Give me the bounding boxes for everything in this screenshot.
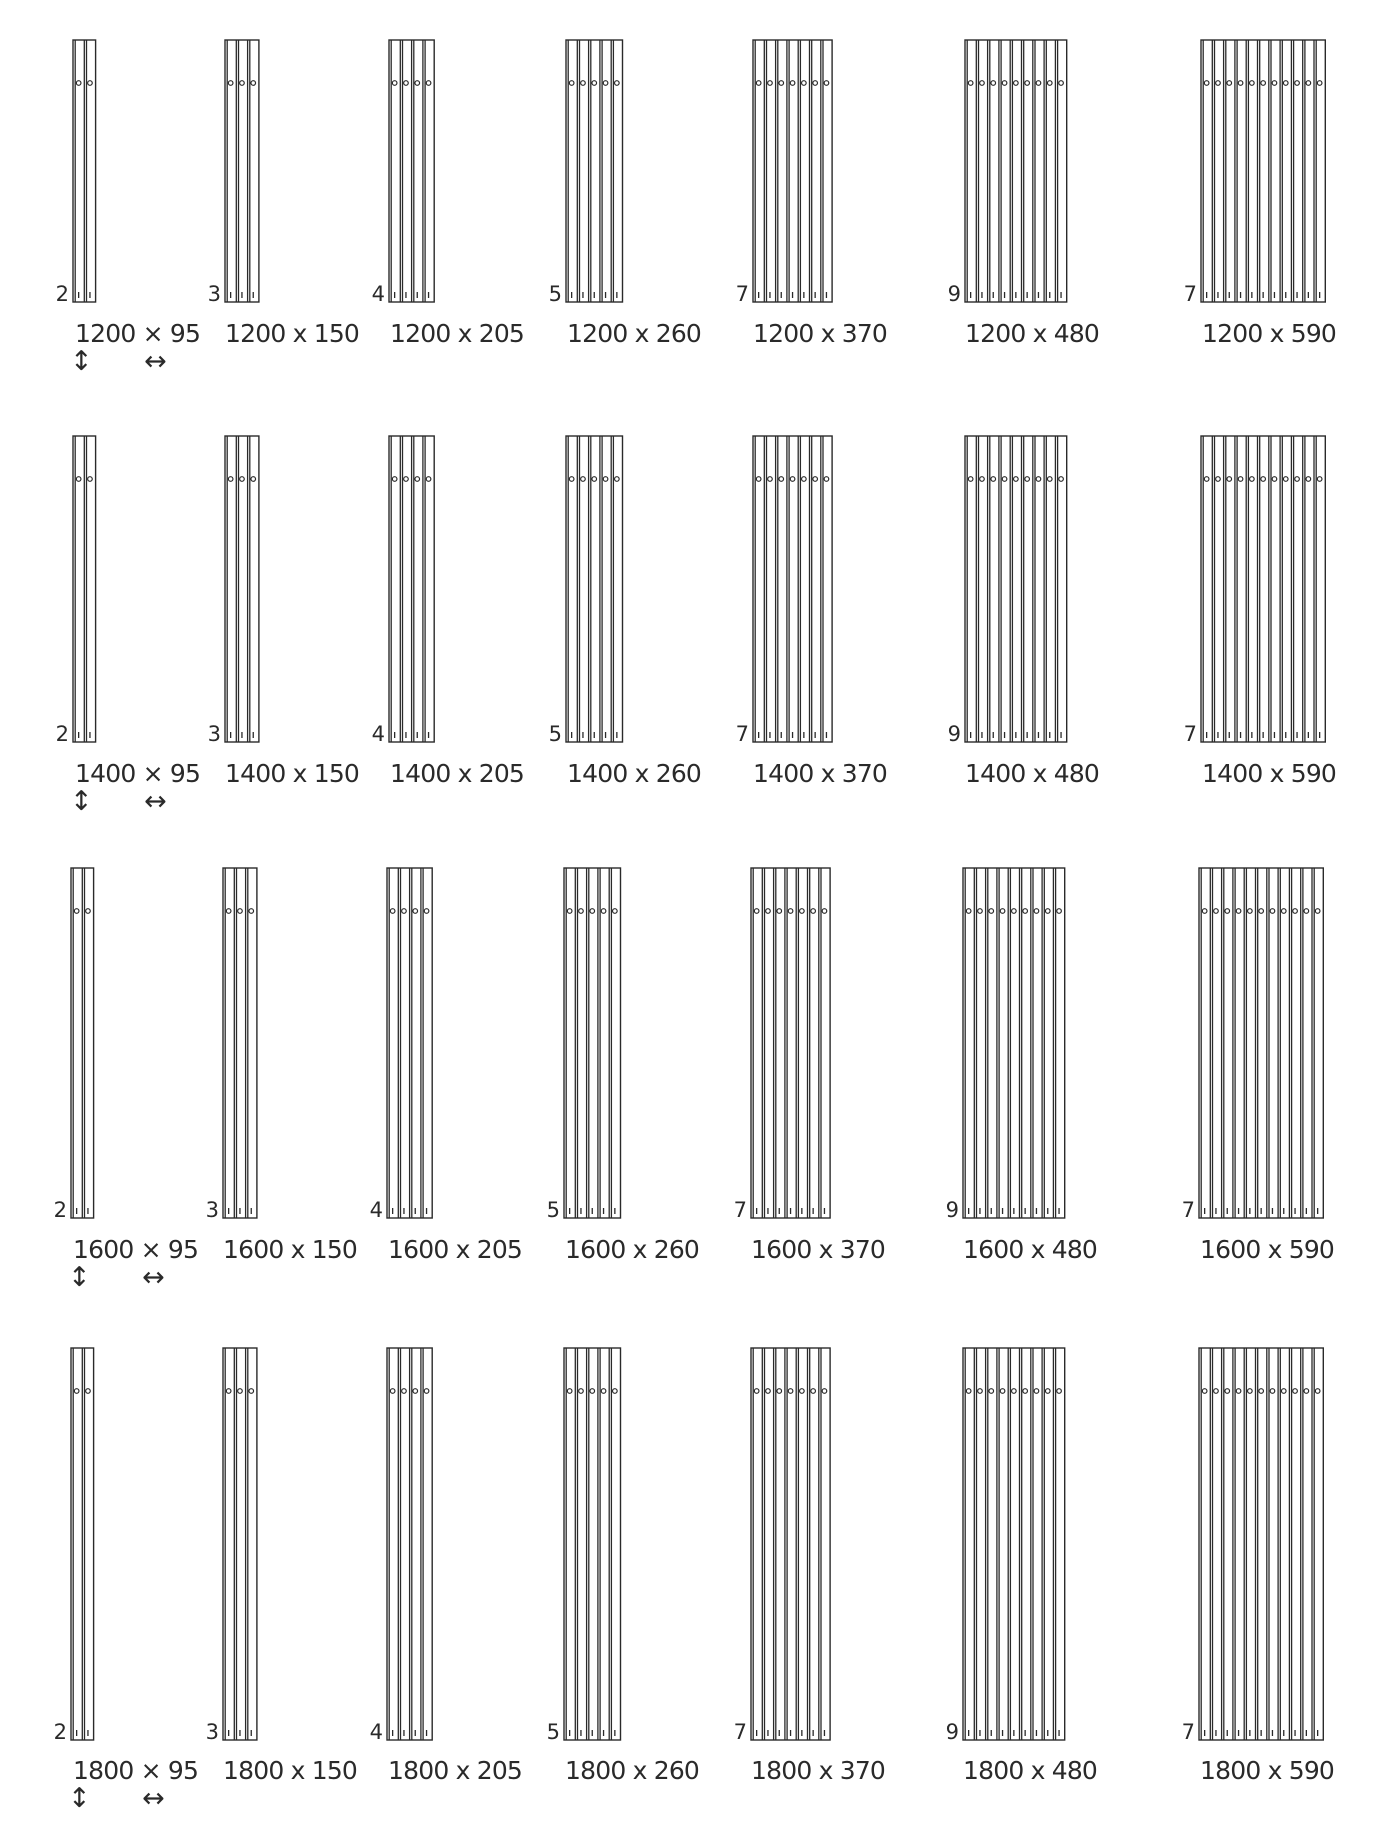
mount-hole bbox=[1059, 81, 1064, 86]
radiator-1800-2 bbox=[206, 1348, 357, 1785]
mount-hole bbox=[251, 81, 256, 86]
mount-hole bbox=[1248, 909, 1253, 914]
radiator-1400-1 bbox=[56, 436, 200, 788]
radiator-frame bbox=[963, 868, 1065, 1218]
radiator-1800-7 bbox=[1182, 1348, 1334, 1785]
mount-hole bbox=[615, 81, 620, 86]
mount-hole bbox=[88, 477, 93, 482]
mount-hole bbox=[249, 909, 254, 914]
radiator-1200-4 bbox=[549, 40, 701, 348]
mount-hole bbox=[1047, 81, 1052, 86]
mount-hole bbox=[1317, 477, 1322, 482]
tube-count-label: 7 bbox=[733, 1198, 747, 1222]
mount-hole bbox=[590, 1389, 595, 1394]
radiator-1400-6 bbox=[948, 436, 1099, 788]
mount-hole bbox=[1204, 81, 1209, 86]
mount-hole bbox=[1315, 909, 1320, 914]
mount-hole bbox=[1036, 81, 1041, 86]
mount-hole bbox=[1045, 1389, 1050, 1394]
mount-hole bbox=[1202, 1389, 1207, 1394]
mount-hole bbox=[980, 81, 985, 86]
tube-count-label: 7 bbox=[733, 1720, 747, 1744]
height-arrow-icon: ↕ bbox=[68, 1783, 91, 1814]
mount-hole bbox=[802, 477, 807, 482]
mount-hole bbox=[1283, 477, 1288, 482]
mount-hole bbox=[228, 477, 233, 482]
tube-count-label: 3 bbox=[205, 1720, 219, 1744]
mount-hole bbox=[966, 1389, 971, 1394]
mount-hole bbox=[824, 477, 829, 482]
radiator-1200-6 bbox=[948, 40, 1099, 348]
mount-hole bbox=[569, 81, 574, 86]
tube-count-label: 7 bbox=[1183, 282, 1197, 306]
mount-hole bbox=[779, 477, 784, 482]
width-arrow-icon: ↔ bbox=[142, 1262, 165, 1293]
tube-count-label: 9 bbox=[947, 722, 961, 746]
width-arrow-icon: ↔ bbox=[142, 1783, 165, 1814]
tube-count-label: 2 bbox=[53, 1720, 67, 1744]
tube-count-label: 3 bbox=[205, 1198, 219, 1222]
mount-hole bbox=[1283, 81, 1288, 86]
size-label: 1400 x 590 bbox=[1202, 759, 1337, 788]
tube-count-label: 2 bbox=[55, 282, 69, 306]
tube-count-label: 4 bbox=[369, 1720, 383, 1744]
mount-hole bbox=[579, 909, 584, 914]
mount-hole bbox=[788, 1389, 793, 1394]
mount-hole bbox=[74, 909, 79, 914]
mount-hole bbox=[1272, 477, 1277, 482]
mount-hole bbox=[1227, 477, 1232, 482]
mount-hole bbox=[1057, 909, 1062, 914]
mount-hole bbox=[822, 1389, 827, 1394]
mount-hole bbox=[756, 477, 761, 482]
height-arrow-icon: ↕ bbox=[70, 346, 93, 377]
mount-hole bbox=[768, 477, 773, 482]
mount-hole bbox=[426, 477, 431, 482]
mount-hole bbox=[86, 909, 91, 914]
size-label: 1600 x 205 bbox=[388, 1235, 523, 1264]
mount-hole bbox=[1216, 477, 1221, 482]
mount-hole bbox=[1295, 477, 1300, 482]
radiator-frame bbox=[1201, 40, 1325, 302]
mount-hole bbox=[601, 909, 606, 914]
mount-hole bbox=[86, 1389, 91, 1394]
radiator-frame bbox=[223, 868, 257, 1218]
mount-hole bbox=[413, 1389, 418, 1394]
mount-hole bbox=[1000, 909, 1005, 914]
mount-hole bbox=[966, 909, 971, 914]
mount-hole bbox=[790, 477, 795, 482]
width-arrow-icon: ↔ bbox=[144, 346, 167, 377]
tube-count-label: 7 bbox=[1183, 722, 1197, 746]
mount-hole bbox=[1272, 81, 1277, 86]
mount-hole bbox=[592, 477, 597, 482]
size-label: 1800 x 370 bbox=[751, 1756, 886, 1785]
tube-count-label: 3 bbox=[207, 282, 221, 306]
mount-hole bbox=[581, 81, 586, 86]
size-label: 1200 x 480 bbox=[965, 319, 1100, 348]
mount-hole bbox=[754, 909, 759, 914]
mount-hole bbox=[788, 909, 793, 914]
mount-hole bbox=[226, 1389, 231, 1394]
mount-hole bbox=[1023, 1389, 1028, 1394]
size-label: 1400 x 370 bbox=[753, 759, 888, 788]
mount-hole bbox=[779, 81, 784, 86]
size-label: 1800 x 590 bbox=[1200, 1756, 1335, 1785]
size-label: 1400 x 205 bbox=[390, 759, 525, 788]
mount-hole bbox=[989, 1389, 994, 1394]
radiator-1600-2 bbox=[206, 868, 357, 1264]
mount-hole bbox=[1238, 477, 1243, 482]
size-label: 1800 x 150 bbox=[223, 1756, 358, 1785]
mount-hole bbox=[1259, 909, 1264, 914]
mount-hole bbox=[1225, 909, 1230, 914]
mount-hole bbox=[88, 81, 93, 86]
mount-hole bbox=[413, 909, 418, 914]
mount-hole bbox=[415, 81, 420, 86]
mount-hole bbox=[756, 81, 761, 86]
mount-hole bbox=[404, 81, 409, 86]
radiator-frame bbox=[223, 1348, 257, 1740]
size-label: 1800 x 480 bbox=[963, 1756, 1098, 1785]
mount-hole bbox=[1281, 1389, 1286, 1394]
mount-hole bbox=[1045, 909, 1050, 914]
mount-hole bbox=[1236, 909, 1241, 914]
mount-hole bbox=[76, 477, 81, 482]
mount-hole bbox=[1216, 81, 1221, 86]
mount-hole bbox=[777, 909, 782, 914]
mount-hole bbox=[76, 81, 81, 86]
mount-hole bbox=[1000, 1389, 1005, 1394]
mount-hole bbox=[1034, 1389, 1039, 1394]
mount-hole bbox=[1248, 1389, 1253, 1394]
radiator-1800-1 bbox=[54, 1348, 198, 1785]
tube-count-label: 9 bbox=[947, 282, 961, 306]
mount-hole bbox=[392, 81, 397, 86]
mount-hole bbox=[1036, 477, 1041, 482]
mount-hole bbox=[766, 909, 771, 914]
size-label: 1600 x 590 bbox=[1200, 1235, 1335, 1264]
tube-count-label: 2 bbox=[55, 722, 69, 746]
radiator-frame bbox=[965, 40, 1067, 302]
size-label: 1600 x 260 bbox=[565, 1235, 700, 1264]
size-label: 1600 x 480 bbox=[963, 1235, 1098, 1264]
mount-hole bbox=[1204, 477, 1209, 482]
mount-hole bbox=[1012, 909, 1017, 914]
radiator-1200-1 bbox=[56, 40, 200, 348]
mount-hole bbox=[404, 477, 409, 482]
mount-hole bbox=[1025, 81, 1030, 86]
mount-hole bbox=[1034, 909, 1039, 914]
mount-hole bbox=[1057, 1389, 1062, 1394]
mount-hole bbox=[1295, 81, 1300, 86]
mount-hole bbox=[238, 909, 243, 914]
mount-hole bbox=[615, 477, 620, 482]
mount-hole bbox=[579, 1389, 584, 1394]
mount-hole bbox=[251, 477, 256, 482]
mount-hole bbox=[978, 909, 983, 914]
mount-hole bbox=[989, 909, 994, 914]
radiator-1200-5 bbox=[736, 40, 887, 348]
size-label: 1200 x 150 bbox=[225, 319, 360, 348]
size-label: 1200 x 590 bbox=[1202, 319, 1337, 348]
mount-hole bbox=[1259, 1389, 1264, 1394]
radiator-frame bbox=[963, 1348, 1065, 1740]
mount-hole bbox=[402, 909, 407, 914]
radiator-1600-1 bbox=[54, 868, 198, 1264]
size-row-1600 bbox=[54, 868, 1334, 1293]
mount-hole bbox=[1261, 81, 1266, 86]
size-label: 1400 x 260 bbox=[567, 759, 702, 788]
radiator-1400-3 bbox=[372, 436, 524, 788]
radiator-1200-7 bbox=[1184, 40, 1336, 348]
mount-hole bbox=[800, 909, 805, 914]
size-label: 1200 x 260 bbox=[567, 319, 702, 348]
mount-hole bbox=[601, 1389, 606, 1394]
mount-hole bbox=[424, 1389, 429, 1394]
mount-hole bbox=[1250, 477, 1255, 482]
radiator-frame bbox=[1199, 1348, 1323, 1740]
mount-hole bbox=[581, 477, 586, 482]
size-label: 1800 x 260 bbox=[565, 1756, 700, 1785]
height-arrow-icon: ↕ bbox=[70, 786, 93, 817]
size-label: 1800 × 95 bbox=[73, 1756, 199, 1785]
tube-count-label: 4 bbox=[371, 282, 385, 306]
mount-hole bbox=[613, 909, 618, 914]
radiator-frame bbox=[1199, 868, 1323, 1218]
mount-hole bbox=[569, 477, 574, 482]
mount-hole bbox=[811, 909, 816, 914]
mount-hole bbox=[1227, 81, 1232, 86]
radiator-1600-5 bbox=[734, 868, 885, 1264]
tube-count-label: 4 bbox=[371, 722, 385, 746]
radiator-1600-4 bbox=[547, 868, 699, 1264]
radiator-1400-2 bbox=[208, 436, 359, 788]
mount-hole bbox=[1012, 1389, 1017, 1394]
mount-hole bbox=[1293, 1389, 1298, 1394]
mount-hole bbox=[1315, 1389, 1320, 1394]
size-label: 1400 x 150 bbox=[225, 759, 360, 788]
radiator-frame bbox=[225, 40, 259, 302]
mount-hole bbox=[1304, 909, 1309, 914]
mount-hole bbox=[811, 1389, 816, 1394]
mount-hole bbox=[74, 1389, 79, 1394]
mount-hole bbox=[240, 81, 245, 86]
tube-count-label: 5 bbox=[546, 1198, 560, 1222]
mount-hole bbox=[1023, 909, 1028, 914]
mount-hole bbox=[402, 1389, 407, 1394]
mount-hole bbox=[613, 1389, 618, 1394]
size-label: 1600 x 370 bbox=[751, 1235, 886, 1264]
tube-count-label: 5 bbox=[548, 722, 562, 746]
size-label: 1200 × 95 bbox=[75, 319, 201, 348]
mount-hole bbox=[1214, 909, 1219, 914]
mount-hole bbox=[1293, 909, 1298, 914]
tube-count-label: 7 bbox=[1181, 1198, 1195, 1222]
mount-hole bbox=[813, 81, 818, 86]
mount-hole bbox=[392, 477, 397, 482]
mount-hole bbox=[567, 1389, 572, 1394]
mount-hole bbox=[1281, 909, 1286, 914]
mount-hole bbox=[754, 1389, 759, 1394]
mount-hole bbox=[1304, 1389, 1309, 1394]
mount-hole bbox=[426, 81, 431, 86]
mount-hole bbox=[390, 1389, 395, 1394]
radiator-1600-6 bbox=[946, 868, 1097, 1264]
radiator-1400-7 bbox=[1184, 436, 1336, 788]
radiator-1400-4 bbox=[549, 436, 701, 788]
size-row-1800 bbox=[54, 1348, 1334, 1814]
mount-hole bbox=[603, 477, 608, 482]
mount-hole bbox=[240, 477, 245, 482]
mount-hole bbox=[968, 477, 973, 482]
radiator-1800-4 bbox=[547, 1348, 699, 1785]
mount-hole bbox=[800, 1389, 805, 1394]
mount-hole bbox=[991, 81, 996, 86]
mount-hole bbox=[1225, 1389, 1230, 1394]
mount-hole bbox=[802, 81, 807, 86]
size-label: 1200 x 205 bbox=[390, 319, 525, 348]
tube-count-label: 9 bbox=[945, 1198, 959, 1222]
tube-count-label: 4 bbox=[369, 1198, 383, 1222]
mount-hole bbox=[1059, 477, 1064, 482]
tube-count-label: 9 bbox=[945, 1720, 959, 1744]
mount-hole bbox=[249, 1389, 254, 1394]
mount-hole bbox=[1270, 1389, 1275, 1394]
radiator-1600-3 bbox=[370, 868, 522, 1264]
mount-hole bbox=[603, 81, 608, 86]
mount-hole bbox=[1014, 81, 1019, 86]
mount-hole bbox=[226, 909, 231, 914]
mount-hole bbox=[824, 81, 829, 86]
mount-hole bbox=[228, 81, 233, 86]
radiator-1200-3 bbox=[372, 40, 524, 348]
tube-count-label: 5 bbox=[548, 282, 562, 306]
radiator-1600-7 bbox=[1182, 868, 1334, 1264]
mount-hole bbox=[1002, 477, 1007, 482]
size-label: 1400 x 480 bbox=[965, 759, 1100, 788]
mount-hole bbox=[768, 81, 773, 86]
size-row-1200 bbox=[56, 40, 1336, 377]
mount-hole bbox=[592, 81, 597, 86]
mount-hole bbox=[1202, 909, 1207, 914]
mount-hole bbox=[590, 909, 595, 914]
tube-count-label: 7 bbox=[735, 282, 749, 306]
radiator-1800-3 bbox=[370, 1348, 522, 1785]
mount-hole bbox=[567, 909, 572, 914]
size-label: 1400 × 95 bbox=[75, 759, 201, 788]
mount-hole bbox=[415, 477, 420, 482]
size-label: 1200 x 370 bbox=[753, 319, 888, 348]
size-label: 1800 x 205 bbox=[388, 1756, 523, 1785]
mount-hole bbox=[813, 477, 818, 482]
mount-hole bbox=[1214, 1389, 1219, 1394]
mount-hole bbox=[1306, 477, 1311, 482]
tube-count-label: 2 bbox=[53, 1198, 67, 1222]
mount-hole bbox=[991, 477, 996, 482]
mount-hole bbox=[1306, 81, 1311, 86]
mount-hole bbox=[1014, 477, 1019, 482]
mount-hole bbox=[777, 1389, 782, 1394]
mount-hole bbox=[1270, 909, 1275, 914]
tube-count-label: 5 bbox=[546, 1720, 560, 1744]
mount-hole bbox=[238, 1389, 243, 1394]
mount-hole bbox=[390, 909, 395, 914]
mount-hole bbox=[822, 909, 827, 914]
mount-hole bbox=[978, 1389, 983, 1394]
mount-hole bbox=[790, 81, 795, 86]
radiator-1800-5 bbox=[734, 1348, 885, 1785]
radiator-1400-5 bbox=[736, 436, 887, 788]
tube-count-label: 7 bbox=[735, 722, 749, 746]
height-arrow-icon: ↕ bbox=[68, 1262, 91, 1293]
mount-hole bbox=[766, 1389, 771, 1394]
width-arrow-icon: ↔ bbox=[144, 786, 167, 817]
mount-hole bbox=[1047, 477, 1052, 482]
radiator-1200-2 bbox=[208, 40, 359, 348]
mount-hole bbox=[1002, 81, 1007, 86]
mount-hole bbox=[968, 81, 973, 86]
mount-hole bbox=[1236, 1389, 1241, 1394]
tube-count-label: 3 bbox=[207, 722, 221, 746]
mount-hole bbox=[1317, 81, 1322, 86]
size-label: 1600 × 95 bbox=[73, 1235, 199, 1264]
mount-hole bbox=[980, 477, 985, 482]
radiator-1800-6 bbox=[946, 1348, 1097, 1785]
size-row-1400 bbox=[56, 436, 1336, 817]
mount-hole bbox=[1238, 81, 1243, 86]
mount-hole bbox=[1025, 477, 1030, 482]
mount-hole bbox=[424, 909, 429, 914]
size-label: 1600 x 150 bbox=[223, 1235, 358, 1264]
mount-hole bbox=[1261, 477, 1266, 482]
mount-hole bbox=[1250, 81, 1255, 86]
tube-count-label: 7 bbox=[1181, 1720, 1195, 1744]
